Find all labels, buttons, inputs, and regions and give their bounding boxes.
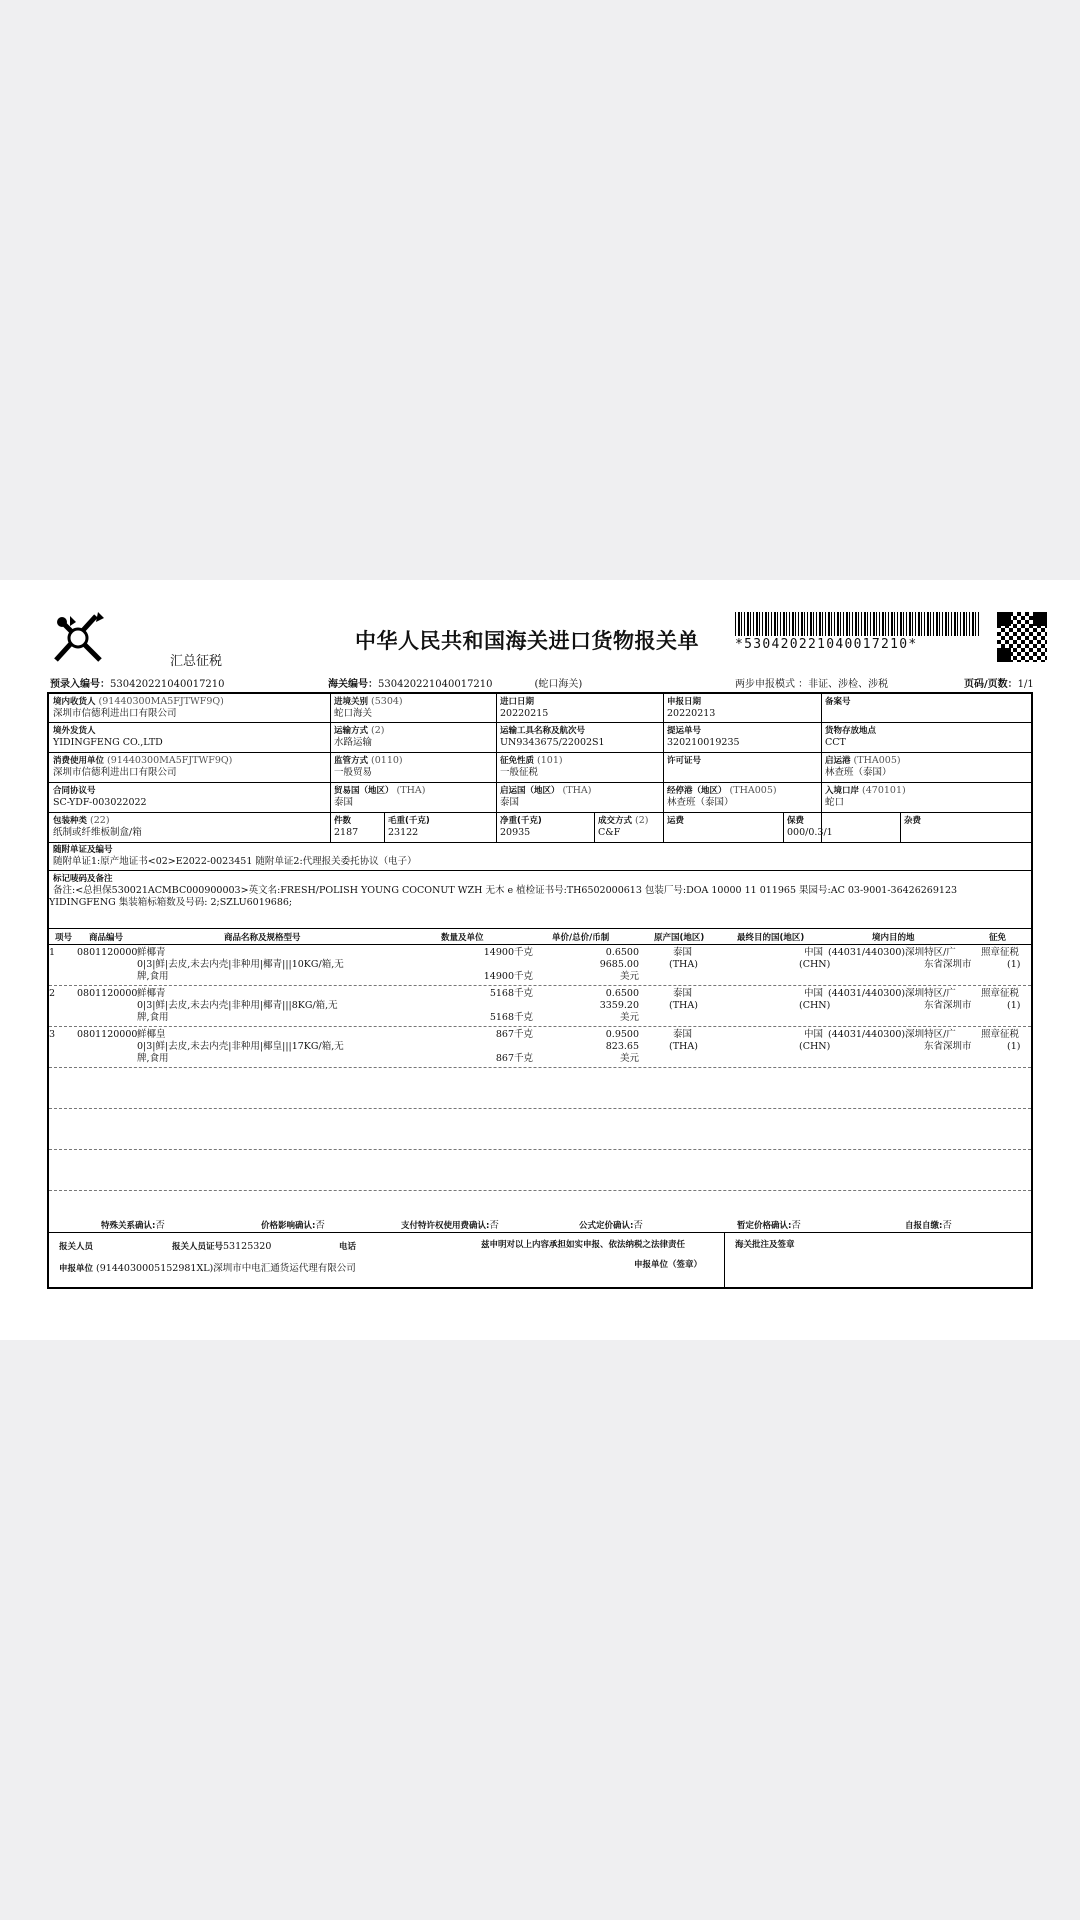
broker-label: 报关人员 (59, 1242, 94, 1252)
formula-price-confirm: 公式定价确认:否 (579, 1220, 643, 1231)
storage-field: 货物存放地点 CCT (825, 726, 877, 748)
net-weight-field: 净重(千克) 20935 (500, 816, 542, 838)
declare-date-field: 申报日期 20220213 (667, 697, 716, 719)
license-field: 许可证号 (667, 756, 702, 766)
consumer-field: 消费使用单位 (91440300MA5FJTWF9Q) 深圳市信德利进出口有限公司 (53, 755, 233, 778)
attached-docs-field: 随附单证及编号 随附单证1:原产地证书<02>E2022-0023451 随附单证2:代理报关委托协议（电子） (53, 845, 417, 867)
bill-of-lading-field: 提运单号 320210019235 (667, 726, 740, 748)
col-header-name: 商品名称及规格型号 (224, 933, 301, 943)
royalty-confirm: 支付特许权使用费确认:否 (401, 1220, 499, 1231)
special-relation-confirm: 特殊关系确认:否 (101, 1220, 165, 1231)
col-header-origin: 原产国(地区) (654, 933, 705, 943)
legal-statement: 兹申明对以上内容承担如实申报、依法纳税之法律责任 (481, 1240, 686, 1250)
declarant-seal: 申报单位（签章） (634, 1260, 703, 1270)
col-header-price: 单价/总价/币制 (552, 933, 610, 943)
table-row: 2 0801120000 鲜椰青 0|3|鲜|去皮,未去内壳|非种用|椰青|||8KG/箱,无 牌,食用 5168千克 5168千克 0.6500 3359.20 美元 泰国 (THA) 中国 (CHN) (44031/440300)深圳特区/广 东省深圳市 照章征税 (1) (49, 988, 1021, 1023)
marks-field: 标记唛码及备注 备注:<总担保530021ACMBC000900003>英文名:FRESH/POLISH YOUNG COCONUT WZH 无木 e 植检证书号:TH6502000613 包装厂号:DOA 10000 11 011965 果园号:AC 03-9001-36426269123 YIDINGFENG 集装箱标箱数及号码: 2;SZLU6019686; (49, 874, 958, 908)
broker-cert: 报关人员证号53125320 (172, 1241, 272, 1252)
origin-country-field: 启运国（地区） (THA) 泰国 (500, 785, 592, 808)
page-count: 页码/页数：1/1 (964, 679, 1034, 690)
customs-number: 海关编号：530420221040017210 (蛇口海关) (328, 679, 583, 690)
deal-mode-field: 成交方式 (2) C&F (598, 815, 649, 838)
import-date-field: 进口日期 20220215 (500, 697, 549, 719)
package-field: 包装种类 (22) 纸制或纤维板制盒/箱 (53, 815, 142, 838)
qr-code-icon (997, 612, 1047, 662)
record-no-field: 备案号 (825, 697, 851, 707)
transport-mode-field: 运输方式 (2) 水路运输 (334, 725, 385, 748)
entry-port-field: 入境口岸 (470101) 蛇口 (825, 785, 906, 808)
table-row: 3 0801120000 鲜椰皇 0|3|鲜|去皮,未去内壳|非种用|椰皇|||17KG/箱,无 牌,食用 867千克 867千克 0.9500 823.65 美元 泰国 (THA) 中国 (CHN) (44031/440300)深圳特区/广 东省深圳市 照章征税 (1) (49, 1029, 1021, 1064)
trade-country-field: 贸易国（地区） (THA) 泰国 (334, 785, 426, 808)
freight-field: 运费 (667, 816, 685, 826)
phone-label: 电话 (339, 1242, 357, 1252)
pre-entry-number: 预录入编号：530420221040017210 (50, 679, 225, 690)
customs-approval: 海关批注及签章 (735, 1240, 795, 1250)
vessel-field: 运输工具名称及航次号 UN9343675/22002S1 (500, 726, 605, 748)
insurance-field: 保费 000/0.3/1 (787, 816, 833, 838)
col-header-code: 商品编号 (89, 933, 124, 943)
barcode-text: *530420221040017210* (735, 637, 918, 652)
col-header-qty: 数量及单位 (441, 933, 484, 943)
document-title: 中华人民共和国海关进口货物报关单 (355, 629, 699, 653)
via-port-field: 经停港（地区） (THA005) 林查班（泰国） (667, 785, 777, 808)
customs-emblem-icon (48, 610, 108, 668)
self-declare-confirm: 自报自缴:否 (905, 1220, 952, 1231)
barcode (735, 612, 980, 636)
entry-customs-field: 进境关别 (5304) 蛇口海关 (334, 696, 403, 719)
declaration-form (47, 692, 1033, 1289)
declarant: 申报单位 (914403000515298​1XL)深圳市中电汇通货运代理有限公司 (59, 1263, 356, 1274)
misc-fee-field: 杂费 (904, 816, 922, 826)
summary-label: 汇总征税 (170, 654, 223, 669)
col-header-domestic: 境内目的地 (872, 933, 915, 943)
table-row: 1 0801120000 鲜椰青 0|3|鲜|去皮,未去内壳|非种用|椰青|||10KG/箱,无 牌,食用 14900千克 14900千克 0.6500 9685.00 美元 泰国 (THA) 中国 (CHN) (44031/440300)深圳特区/广 东省深圳市 照章征税 (1) (49, 947, 1021, 982)
levy-nature-field: 征免性质 (101) 一般征税 (500, 755, 563, 778)
consignee-field: 境内收货人 (91440300MA5FJTWF9Q) 深圳市信德利进出口有限公司 (53, 696, 224, 719)
shipper-field: 境外发货人 YIDINGFENG CO.,LTD (53, 726, 163, 748)
supervision-field: 监管方式 (0110) 一般贸易 (334, 755, 403, 778)
col-header-no: 项号 (55, 933, 73, 943)
gross-weight-field: 毛重(千克) 23122 (388, 816, 430, 838)
col-header-destination: 最终目的国(地区) (737, 933, 805, 943)
col-header-levy: 征免 (989, 933, 1007, 943)
pieces-field: 件数 2187 (334, 816, 359, 838)
contract-field: 合同协议号 SC-YDF-003022022 (53, 786, 147, 808)
declare-mode: 两步申报模式 ：非证、涉检、涉税 (735, 679, 889, 690)
price-influence-confirm: 价格影响确认:否 (261, 1220, 325, 1231)
departure-port-field: 启运港 (THA005) 林查班（泰国） (825, 755, 901, 778)
declaration-sheet (0, 580, 1080, 1340)
provisional-price-confirm: 暂定价格确认:否 (737, 1220, 801, 1231)
